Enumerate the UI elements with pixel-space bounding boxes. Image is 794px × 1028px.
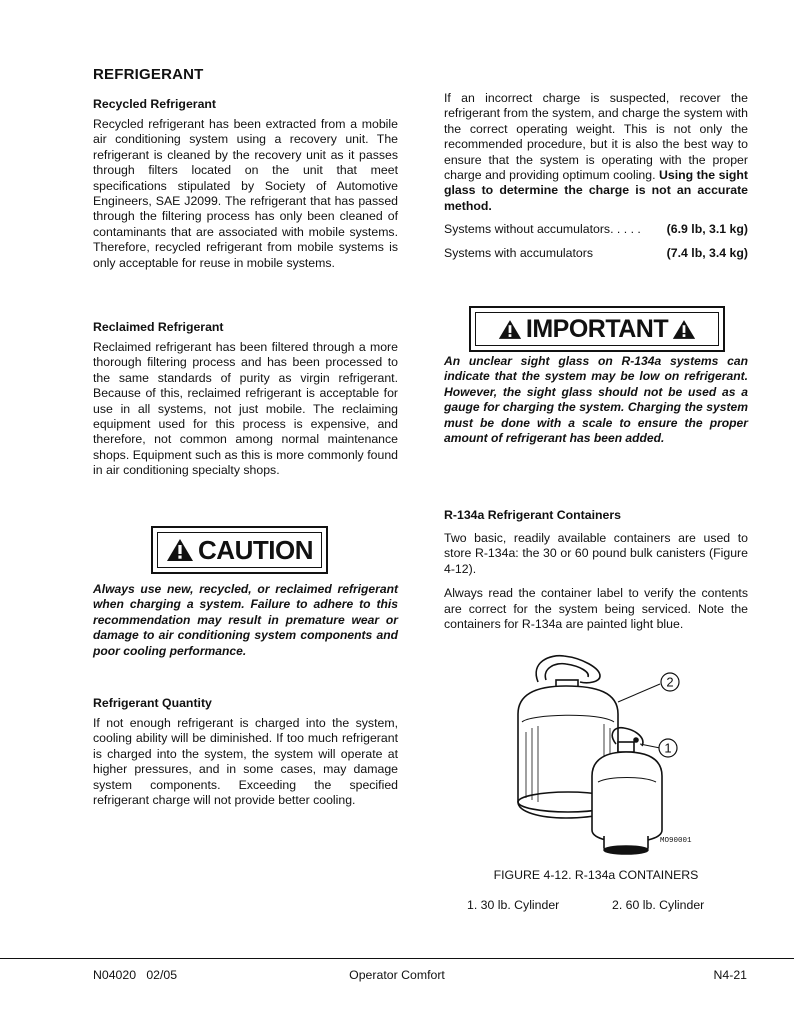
- important-label: IMPORTANT: [525, 314, 669, 343]
- spec-value: (7.4 lb, 3.4 kg): [666, 246, 748, 260]
- quantity-text: If not enough refrigerant is charged into the system, cooling ability will be diminished. If too much refrigerant is charged into the system, the system will operate at higher pressures, and in some cases, may damage system components. Exceeding the specified refrigerant charge will not provide better cooling.: [93, 716, 398, 808]
- figure-legend-2: 2. 60 lb. Cylinder: [612, 898, 705, 912]
- section-title: REFRIGERANT: [93, 66, 204, 83]
- warning-triangle-icon: [672, 319, 696, 340]
- containers-text-1: Two basic, readily available containers are used to store R-134a: the 30 or 60 pound bulk canisters (Figure 4-12).: [444, 531, 748, 576]
- important-text: An unclear sight glass on R-134a systems can indicate that the system may be low on refrigerant. However, the sight glass should not be used as a gauge for charging the system. Charging the system must be done with a scale to ensure the proper amount of refrigerant has been added.: [444, 354, 748, 446]
- spec-label-left: [444, 222, 641, 236]
- quantity-heading: Refrigerant Quantity: [93, 696, 212, 710]
- footer-page-number: N4-21: [713, 968, 747, 982]
- important-banner: [469, 306, 725, 352]
- recycled-heading: Recycled Refrigerant: [93, 97, 217, 111]
- footer-doc-number: N04020 02/05: [93, 968, 178, 982]
- incorrect-charge-bold: Using the sight glass to determine the charge is not an accurate method.: [444, 168, 748, 213]
- incorrect-charge-block: [444, 91, 748, 214]
- spec-label: Systems without accumulators: [444, 222, 611, 236]
- incorrect-charge-paragraph: [444, 91, 748, 214]
- spec-value: (6.9 lb, 3.1 kg): [666, 222, 748, 236]
- spec-dots: . . . . .: [610, 222, 641, 236]
- spec-label: Systems with accumulators: [444, 246, 593, 260]
- footer-rule: [0, 958, 794, 959]
- containers-text-2: Always read the container label to verify the contents are correct for the system being serviced. Note the containers for R-134a are painted light blue.: [444, 586, 748, 632]
- reclaimed-section: [93, 320, 398, 479]
- recycled-section: [93, 97, 398, 271]
- important-text-block: [444, 354, 748, 446]
- recycled-text: Recycled refrigerant has been extracted from a mobile air conditioning system using a recovery unit. The refrigerant is cleaned by the recovery unit as it passes through filters located on the unit that meet specifications stipulated by Society of Automotive Engineers, SAE J2099. The refrigerant that has passed through the filtering process has only been cleaned of contaminants that are associated with mobile systems. Therefore, recycled refrigerant from mobile systems is only acceptable for reuse in mobile systems.: [93, 117, 398, 270]
- callout-leader: [640, 744, 660, 748]
- figure-code: MO90001: [660, 837, 692, 845]
- caution-text: Always use new, recycled, or reclaimed refrigerant when charging a system. Failure to adhere to this recommendation may result in premature wear or damage to air conditioning system components and poor cooling performance.: [93, 582, 398, 658]
- r134a-containers-figure: [500, 652, 700, 862]
- reclaimed-heading: Reclaimed Refrigerant: [93, 320, 224, 334]
- containers-section: [444, 508, 748, 632]
- figure-caption: FIGURE 4-12. R-134a CONTAINERS: [493, 868, 699, 882]
- reclaimed-text: Reclaimed refrigerant has been filtered through a more thorough filtering process and has been processed to the same standards of purity as virgin refrigerant. Because of this, reclaimed refrigerant is acceptable for use in all systems, not just mobile. The reclaiming equipment used for this process is expensive, and therefore, not common among normal maintenance shops. Equipment such as this is more commonly found in air conditioning specialty shops.: [93, 340, 398, 478]
- incorrect-charge-text: If an incorrect charge is suspected, recover the refrigerant from the system, and charge the system with the correct operating weight. This is not only the recommended procedure, but it is also the best way to ensure that the system is operating with the proper charge and providing optimum cooling.: [444, 91, 748, 183]
- spec-row: [444, 246, 748, 260]
- caution-text-block: [93, 582, 398, 659]
- containers-heading: R-134a Refrigerant Containers: [444, 508, 621, 522]
- callout-leader: [618, 684, 660, 702]
- quantity-section: [93, 696, 398, 808]
- warning-triangle-icon: [166, 538, 194, 562]
- callout-2-label: 2: [666, 674, 674, 690]
- spec-row: [444, 222, 748, 236]
- callout-1-label: 1: [664, 740, 672, 756]
- caution-banner: [151, 526, 328, 574]
- figure-legend-1: 1. 30 lb. Cylinder: [467, 898, 560, 912]
- warning-triangle-icon: [498, 319, 522, 340]
- footer-title: Operator Comfort: [349, 968, 445, 982]
- caution-label: CAUTION: [198, 534, 313, 565]
